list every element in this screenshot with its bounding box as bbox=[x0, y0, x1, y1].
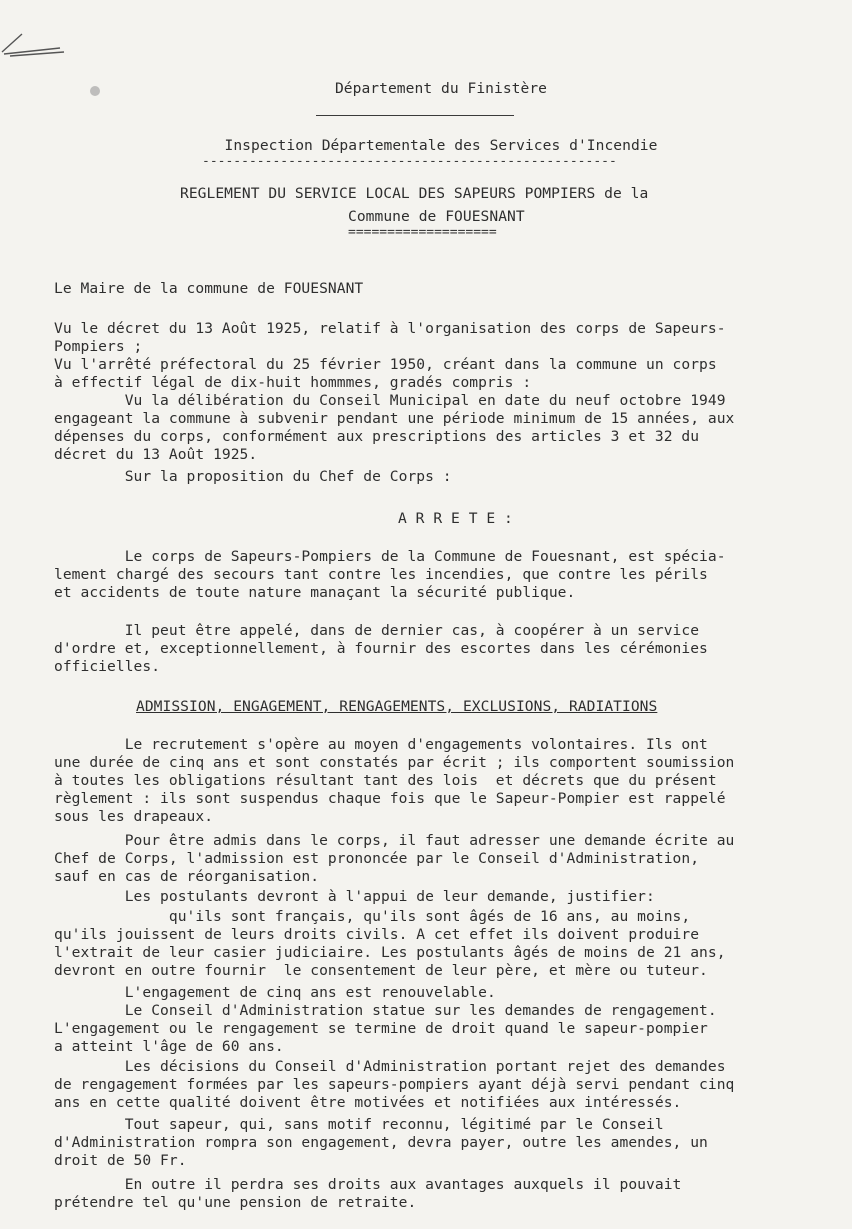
reglement-title-line1: REGLEMENT DU SERVICE LOCAL DES SAPEURS POMPIERS de la bbox=[180, 185, 649, 202]
body-line: d'Administration rompra son engagement, devra payer, outre les amendes, un bbox=[54, 1134, 708, 1151]
arrete-heading: A R R E T E : bbox=[398, 510, 513, 527]
body-line: engageant la commune à subvenir pendant une période minimum de 15 années, aux bbox=[54, 410, 735, 427]
department-heading: Département du Finistère bbox=[334, 80, 548, 97]
body-line: Le Maire de la commune de FOUESNANT bbox=[54, 280, 364, 297]
body-line: Pompiers ; bbox=[54, 338, 143, 355]
body-line: Chef de Corps, l'admission est prononcée par le Conseil d'Administration, bbox=[54, 850, 700, 867]
body-line: une durée de cinq ans et sont constatés par écrit ; ils comportent soumission bbox=[54, 754, 735, 771]
body-line: Vu l'arrêté préfectoral du 25 février 1950, créant dans la commune un corps bbox=[54, 356, 717, 373]
body-line: Le recrutement s'opère au moyen d'engagements volontaires. Ils ont bbox=[54, 736, 708, 753]
body-line: Il peut être appelé, dans de dernier cas, à coopérer à un service bbox=[54, 622, 700, 639]
body-line: ans en cette qualité doivent être motivées et notifiées aux intéressés. bbox=[54, 1094, 682, 1111]
heading-underline bbox=[316, 115, 514, 116]
dashed-rule: ----------------------------------------------------- bbox=[202, 154, 617, 169]
pen-mark-decoration bbox=[0, 30, 70, 60]
body-line: à toutes les obligations résultant tant des lois et décrets que du présent bbox=[54, 772, 717, 789]
body-line: devront en outre fournir le consentement de leur père, et mère ou tuteur. bbox=[54, 962, 708, 979]
body-line: sauf en cas de réorganisation. bbox=[54, 868, 320, 885]
body-line: droit de 50 Fr. bbox=[54, 1152, 187, 1169]
body-line: prétendre tel qu'une pension de retraite. bbox=[54, 1194, 417, 1211]
body-line: Les décisions du Conseil d'Administration portant rejet des demandes bbox=[54, 1058, 726, 1075]
body-line: décret du 13 Août 1925. bbox=[54, 446, 258, 463]
body-line: L'engagement de cinq ans est renouvelable. bbox=[54, 984, 496, 1001]
body-line: Les postulants devront à l'appui de leur demande, justifier: bbox=[54, 888, 655, 905]
body-line: En outre il perdra ses droits aux avantages auxquels il pouvait bbox=[54, 1176, 682, 1193]
body-line: de rengagement formées par les sapeurs-pompiers ayant déjà servi pendant cinq bbox=[54, 1076, 735, 1093]
body-line: à effectif légal de dix-huit hommmes, gradés compris : bbox=[54, 374, 532, 391]
body-line: qu'ils sont français, qu'ils sont âgés de 16 ans, au moins, bbox=[54, 908, 691, 925]
body-line: sous les drapeaux. bbox=[54, 808, 214, 825]
body-line: a atteint l'âge de 60 ans. bbox=[54, 1038, 284, 1055]
double-rule: =================== bbox=[348, 225, 497, 240]
inspection-heading: Inspection Départementale des Services d'Incendie bbox=[224, 137, 658, 154]
body-line: Vu la délibération du Conseil Municipal en date du neuf octobre 1949 bbox=[54, 392, 726, 409]
body-line: qu'ils jouissent de leurs droits civils. A cet effet ils doivent produire bbox=[54, 926, 700, 943]
admission-section-heading: ADMISSION, ENGAGEMENT, RENGAGEMENTS, EXCLUSIONS, RADIATIONS bbox=[136, 698, 658, 715]
reglement-title-line2: Commune de FOUESNANT bbox=[348, 208, 525, 225]
body-line: Tout sapeur, qui, sans motif reconnu, légitimé par le Conseil bbox=[54, 1116, 664, 1133]
body-line: L'engagement ou le rengagement se termine de droit quand le sapeur-pompier bbox=[54, 1020, 708, 1037]
body-line: l'extrait de leur casier judiciaire. Les postulants âgés de moins de 21 ans, bbox=[54, 944, 726, 961]
body-line: et accidents de toute nature manaçant la sécurité publique. bbox=[54, 584, 576, 601]
body-line: Vu le décret du 13 Août 1925, relatif à l'organisation des corps de Sapeurs- bbox=[54, 320, 726, 337]
body-line: Le Conseil d'Administration statue sur les demandes de rengagement. bbox=[54, 1002, 717, 1019]
body-line: d'ordre et, exceptionnellement, à fournir des escortes dans les cérémonies bbox=[54, 640, 708, 657]
body-line: officielles. bbox=[54, 658, 161, 675]
body-line: Sur la proposition du Chef de Corps : bbox=[54, 468, 452, 485]
body-line: règlement : ils sont suspendus chaque fois que le Sapeur-Pompier est rappelé bbox=[54, 790, 726, 807]
body-line: Pour être admis dans le corps, il faut adresser une demande écrite au bbox=[54, 832, 735, 849]
body-line: Le corps de Sapeurs-Pompiers de la Commune de Fouesnant, est spécia- bbox=[54, 548, 726, 565]
body-line: dépenses du corps, conformément aux prescriptions des articles 3 et 32 du bbox=[54, 428, 700, 445]
body-line: lement chargé des secours tant contre les incendies, que contre les périls bbox=[54, 566, 708, 583]
